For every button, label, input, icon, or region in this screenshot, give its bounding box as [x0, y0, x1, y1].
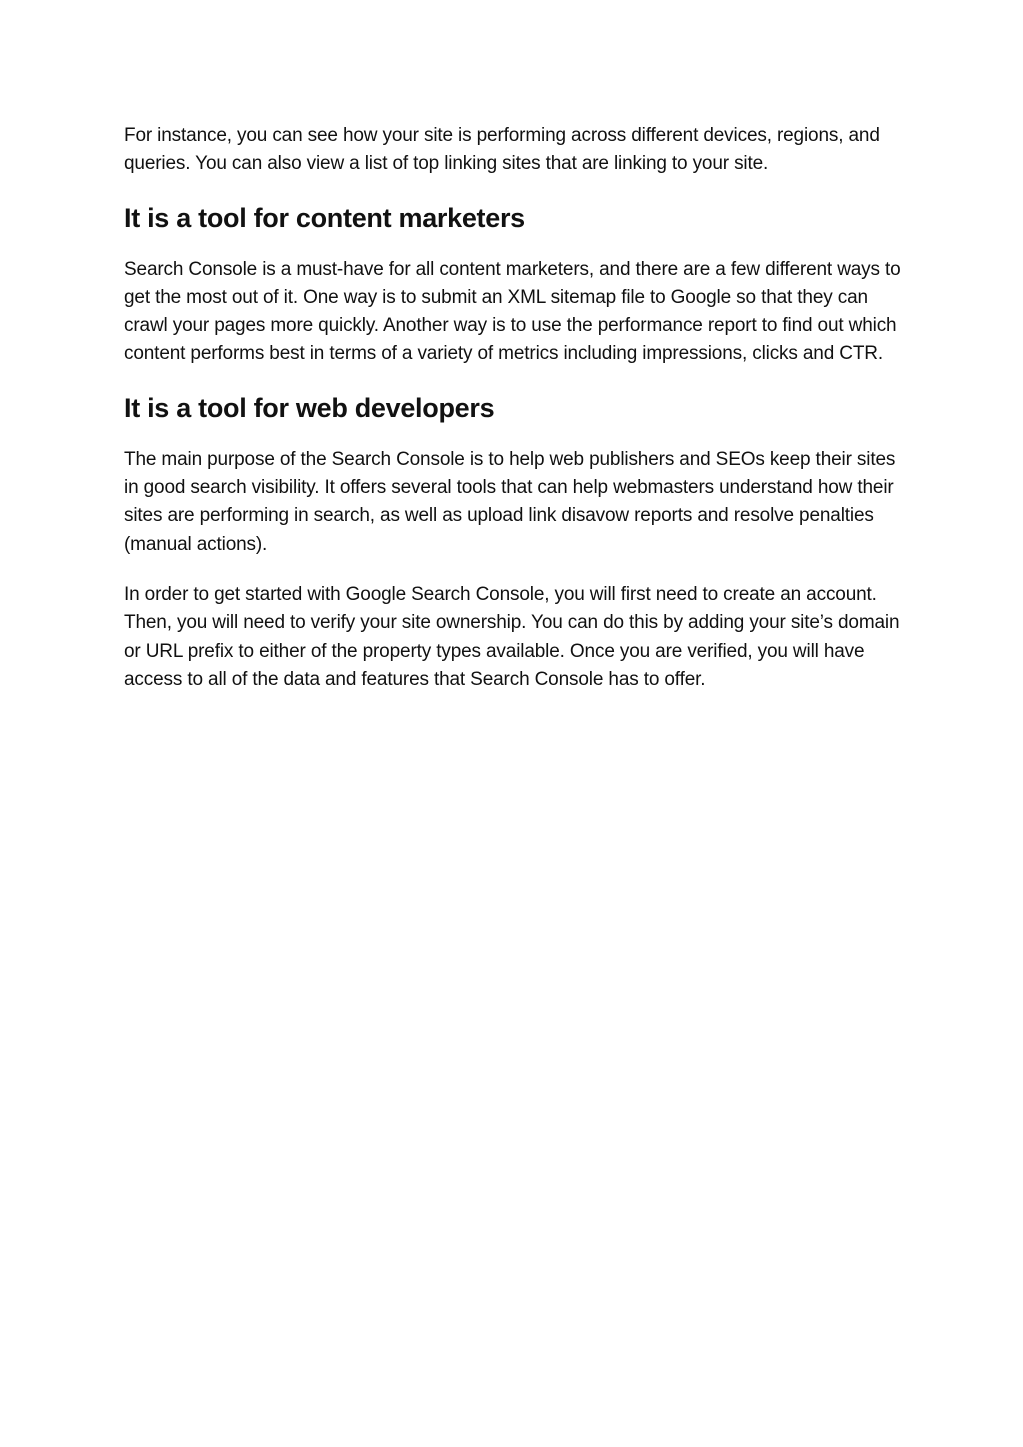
web-developers-paragraph: The main purpose of the Search Console is to help web publishers and SEOs keep their sites in good search visibility. It offers several tools that can help webmasters understand how their sites are performing in search, as well as upload link disavow reports and resolve penalties (manual actions).	[124, 448, 896, 555]
intro-paragraph: For instance, you can see how your site is performing across different devices, regions, and queries. You can also view a list of top linking sites that are linking to your site.	[124, 125, 880, 175]
web-developers-heading: It is a tool for web developers	[124, 392, 495, 423]
content-marketers-heading: It is a tool for content marketers	[124, 202, 525, 233]
document-page	[124, 122, 914, 713]
content-marketers-paragraph: Search Console is a must-have for all content marketers, and there are a few different ways to get the most out of it. One way is to submit an XML sitemap file to Google so that they can crawl your pages more quickly. Another way is to use the performance report to find out which content performs best in terms of a variety of metrics including impressions, clicks and CTR.	[124, 258, 901, 365]
getting-started-paragraph: In order to get started with Google Search Console, you will first need to create an account. Then, you will need to verify your site ownership. You can do this by adding your site’s domain or URL prefix to either of the property types available. Once you are verified, you will have access to all of the data and features that Search Console has to offer.	[124, 583, 900, 690]
